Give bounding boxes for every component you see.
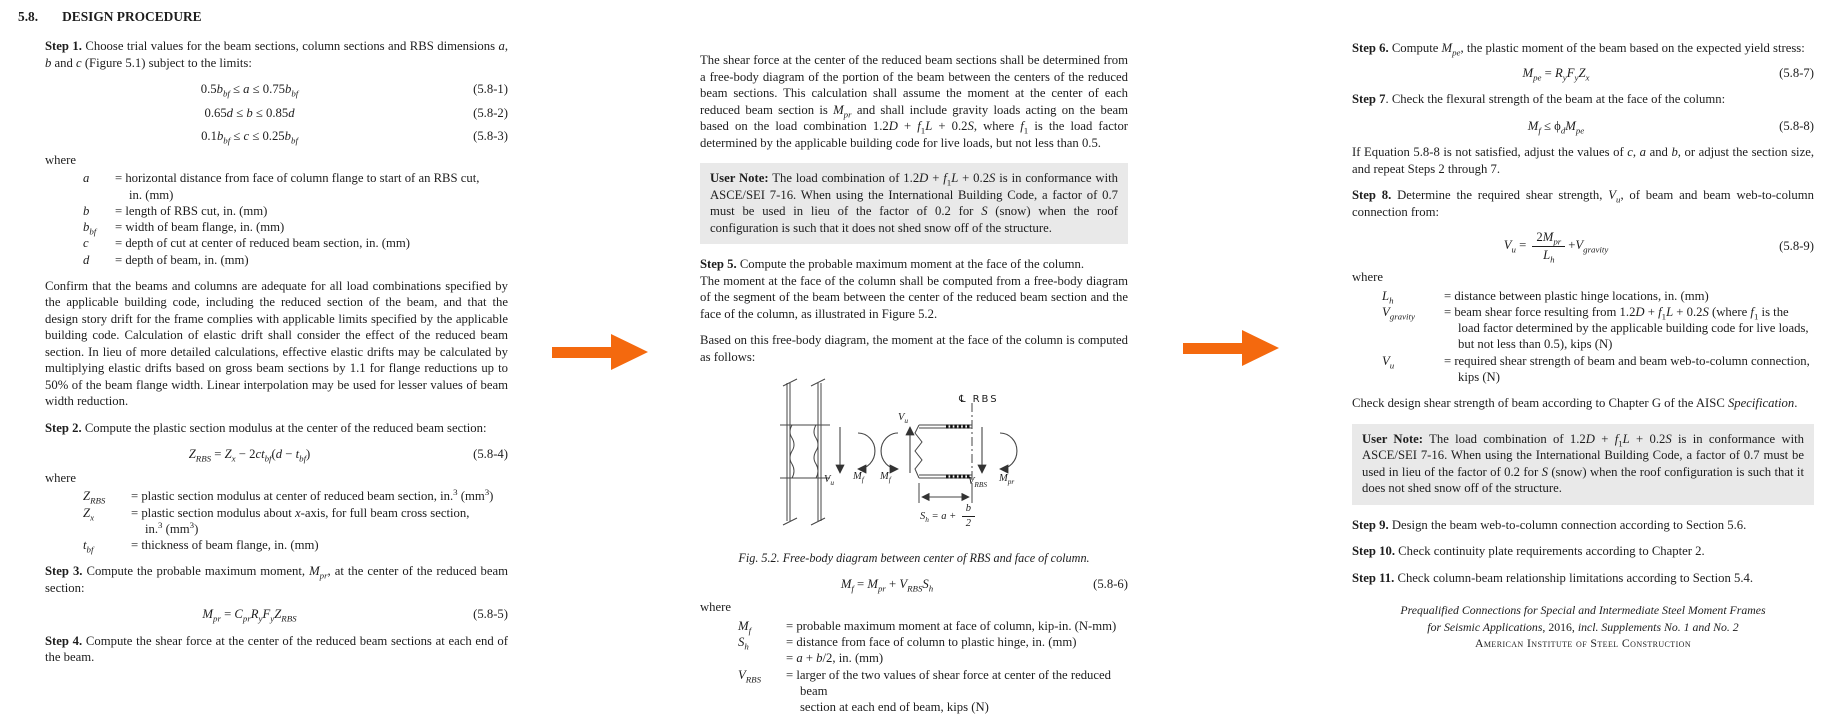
equation-5-8-1: [45, 81, 508, 98]
equation-5-8-4: [45, 446, 508, 463]
equation-body: $0.1b_{bf} \le c \le 0.25b_{bf}$: [201, 129, 298, 146]
symbol: $b_{bf}$: [83, 220, 97, 237]
definition: = beam shear force resulting from $1.2D + f_1L + 0.2S$ (where $f_1$ is the load factor determined by the applicable building code for live loads, but not less than 0.5), kips (N): [1444, 304, 1809, 352]
equation-number: (5.8-3): [473, 129, 508, 144]
symbol: c: [83, 236, 89, 251]
where-row: [45, 537, 508, 553]
equation-body: $M_f \le \phi_dM_{pe}$: [1527, 118, 1585, 136]
figure-label-dimension: [894, 503, 1004, 530]
free-body-intro-paragraph: Based on this free-body diagram, the moment at the face of the column is computed as follows:: [700, 333, 1128, 364]
equation-check-paragraph: If Equation 5.8-8 is not satisfied, adjust the values of c, a and b, or adjust the section size, and repeat Steps 2 through 7.: [1352, 145, 1815, 176]
where-row: [45, 219, 508, 235]
step-2-paragraph: Step 2. Compute the plastic section modulus at the center of the reduced beam section:: [45, 420, 487, 435]
symbol: $M_f$: [738, 618, 752, 636]
fraction-numerator: b: [962, 503, 975, 517]
definition: = depth of cut at center of reduced beam section, in. (mm): [115, 236, 410, 251]
arrow-shaft: [552, 347, 613, 358]
definition: = distance from face of column to plastic hinge, in. (mm) = a + b/2, in. (mm): [786, 635, 1077, 666]
page-column-middle: [700, 44, 1128, 715]
where-row: [45, 505, 508, 538]
where-label: where: [700, 600, 731, 615]
where-row: [45, 170, 508, 203]
definition: = thickness of beam flange, in. (mm): [131, 538, 319, 553]
source-citation: [1352, 602, 1814, 652]
arrow-shaft: [1183, 343, 1244, 354]
equation-number: (5.8-6): [1093, 576, 1128, 591]
where-row: [45, 252, 508, 268]
section-number: 5.8.: [18, 9, 39, 24]
shear-force-paragraph: The shear force at the center of the reduced beam sections shall be determined from a free-body diagram of the portion of the beam between the centers of the reduced beam sections. This calculation shall assume the moment at the center of each reduced beam section is $M_{pr}$ and shall include gravity loads acting on the beam based on the load combination $1.2D + f_1L + 0.2S$, where $f_1$ is the load factor determined by the applicable building code for live loads, but not less than 0.5.: [700, 53, 1129, 150]
symbol: $V_{gravity}$: [1382, 304, 1415, 322]
definition: = probable maximum moment at face of column, kip-in. (N-mm): [786, 618, 1117, 633]
arrow-head-icon: [611, 334, 648, 370]
definition: = depth of beam, in. (mm): [115, 252, 249, 267]
figure-label-mf-mid: $M_f$: [880, 471, 891, 485]
equation-body: [1352, 230, 1760, 265]
definition: = length of RBS cut, in. (mm): [115, 203, 268, 218]
equation-number: (5.8-5): [473, 607, 508, 622]
citation-publisher: American Institute of Steel Construction: [1475, 636, 1691, 651]
equation-number: (5.8-1): [473, 82, 508, 97]
where-row: [1352, 304, 1814, 353]
definition: = horizontal distance from face of column flange to start of an RBS cut, in. (mm): [115, 171, 480, 202]
symbol: $t_{bf}$: [83, 538, 94, 555]
column-drawing: [780, 379, 830, 525]
section-body: [18, 38, 508, 666]
force-and-moment-arrows: [840, 427, 1017, 473]
figure-5-2: [712, 375, 1142, 543]
symbol: $S_h$: [738, 635, 749, 652]
section-heading: [18, 8, 508, 25]
equation-5-8-8: [1352, 118, 1814, 135]
equation-number: (5.8-4): [473, 447, 508, 462]
step-3-paragraph: Step 3. Compute the probable maximum moment, $M_{pr}$, at the center of the reduced beam section:: [45, 564, 509, 595]
step-7-paragraph: Step 7. Check the flexural strength of the beam at the face of the column:: [1352, 92, 1726, 106]
user-note-box: User Note: The load combination of $1.2D + f_1L + 0.2S$ is in conformance with ASCE/SEI 7-16. When using the International Building Code, a factor of 0.7 must be used in lieu of the factor of 0.2 for S (snow) when the roof configuration is such that it does not shed snow off of the structure.: [1352, 424, 1814, 505]
step-6-paragraph: Step 6. Compute $M_{pe}$, the plastic moment of the beam based on the expected yield stress:: [1352, 41, 1805, 58]
flow-arrow-1: [552, 334, 648, 371]
where-row: [1352, 288, 1814, 304]
page-column-right: [1352, 32, 1814, 652]
figure-label-vrbs: $V_{RBS}$: [968, 476, 988, 490]
figure-caption: Fig. 5.2. Free-body diagram between center of RBS and face of column.: [738, 551, 1090, 565]
figure-label-vu-mid: $V_u$: [898, 412, 909, 426]
where-row: [45, 203, 508, 219]
equation-5-8-9: [1352, 230, 1814, 265]
where-row: [700, 634, 1128, 667]
equation-5-8-5: [45, 606, 508, 623]
equation-body: $M_{pr} = C_{pr}R_yF_yZ_{RBS}$: [202, 607, 297, 624]
dimension-line: [919, 483, 972, 503]
step-8-paragraph: Step 8. Determine the required shear strength, $V_u$, of beam and beam web-to-column connection from:: [1352, 188, 1814, 219]
equation-body: $M_f = M_{pr} + V_{RBS}S_h$: [840, 576, 934, 594]
symbol: a: [83, 171, 90, 186]
definition: = distance between plastic hinge locations, in. (mm): [1444, 288, 1709, 303]
equation-body: $0.5b_{bf} \le a \le 0.75b_{bf}$: [200, 82, 299, 99]
figure-label-vu-left: $V_u$: [824, 474, 835, 488]
symbol: b: [83, 203, 90, 218]
symbol: $Z_x$: [83, 505, 95, 523]
equation-5-8-7: [1352, 65, 1814, 82]
section-title: DESIGN PROCEDURE: [62, 9, 202, 24]
step-1-paragraph: Step 1. Choose trial values for the beam sections, column sections and RBS dimensions a, b and c (Figure 5.1) subject to the limits:: [45, 39, 508, 70]
figure-label-mpr: $M_{pr}$: [999, 473, 1015, 487]
symbol: $L_h$: [1382, 288, 1394, 306]
definition: = required shear strength of beam and beam web-to-column connection, kips (N): [1444, 353, 1810, 384]
equation-5-8-3: [45, 128, 508, 145]
arrow-head-icon: [1242, 330, 1279, 366]
figure-label-centerline-rbs: ℄ RBS: [959, 394, 999, 405]
equation-fraction: [1532, 230, 1565, 265]
definition: = larger of the two values of shear force at center of the reduced beam section at each end of beam, kips (N): [786, 667, 1112, 715]
citation-subtitle-line: for Seismic Applications, 2016, incl. Supplements No. 1 and No. 2: [1427, 619, 1739, 634]
where-row: [700, 618, 1128, 634]
dimension-text: $S_h = a$ +: [919, 510, 959, 525]
where-label: where: [1352, 270, 1383, 285]
equation-rhs: $+V_{gravity}$: [1568, 238, 1609, 255]
flow-arrow-2: [1183, 330, 1279, 367]
equation-number: (5.8-7): [1779, 65, 1814, 80]
equation-body: 0.65d ≤ b ≤ 0.85d: [204, 105, 295, 120]
fraction-numerator: $2M_{pr}$: [1532, 230, 1565, 247]
where-label: where: [45, 152, 76, 167]
definition: = plastic section modulus about x-axis, for full beam cross section, in.$^3$ $(mm^3)$: [131, 505, 470, 536]
symbol: $Z_{RBS}$: [83, 489, 106, 506]
equation-5-8-2: [45, 105, 508, 122]
equation-body: $Z_{RBS} = Z_x - 2ct_{bf}(d - t_{bf})$: [188, 447, 311, 464]
shear-strength-check-paragraph: Check design shear strength of beam according to Chapter G of the AISC Specification.: [1352, 396, 1798, 411]
where-label: where: [45, 470, 76, 485]
definition: = width of beam flange, in. (mm): [115, 220, 285, 235]
equation-number: (5.8-8): [1779, 118, 1814, 133]
where-row: [1352, 353, 1814, 386]
dimension-fraction: [962, 503, 975, 530]
step-11-paragraph: Step 11. Check column-beam relationship limitations according to Section 5.4.: [1352, 570, 1754, 585]
where-row: [45, 488, 508, 504]
step-5-paragraph: Step 5. Compute the probable maximum moment at the face of the column. The moment at the face of the column shall be computed from a free-body diagram of the segment of the beam between the center of the reduced beam section and the face of the column, as illustrated in Figure 5.2.: [700, 257, 1128, 321]
equation-number: (5.8-2): [473, 105, 508, 120]
fraction-denominator: $L_h$: [1543, 247, 1555, 265]
citation-title-line: Prequalified Connections for Special and Intermediate Steel Moment Frames: [1400, 603, 1766, 618]
where-row: [700, 667, 1128, 715]
user-note-box: User Note: The load combination of $1.2D + f_1L + 0.2S$ is in conformance with ASCE/SEI 7-16. When using the International Building Code, a factor of 0.7 must be used in lieu of the factor of 0.2 for S (snow) when the roof configuration is such that it does not shed snow off of the structure.: [700, 163, 1128, 244]
equation-body: $M_{pe} = R_yF_yZ_x$: [1522, 65, 1590, 83]
step-4-paragraph: Step 4. Compute the shear force at the center of the reduced beam sections at each end of the beam.: [45, 633, 508, 665]
confirm-paragraph: Confirm that the beams and columns are adequate for all load combinations specified by the applicable building code, including the reduced section of the beam, and that the design story drift for the frame complies with applicable limits specified by the applicable building code. Calculation of elastic drift shall consider the effect of the reduced beam section. In lieu of more detailed calculations, effective elastic drifts may be calculated by multiplying elastic drifts based on gross beam sections by 1.1 for flange reductions up to 50% of the beam flange width. Linear interpolation may be used for lesser values of beam width reduction.: [45, 278, 508, 409]
symbol: d: [83, 252, 90, 267]
symbol: $V_{RBS}$: [738, 667, 762, 685]
where-row: [45, 235, 508, 251]
step-10-paragraph: Step 10. Check continuity plate requirements according to Chapter 2.: [1352, 544, 1705, 559]
beam-drawing: [915, 403, 972, 497]
equation-number: (5.8-9): [1779, 238, 1814, 253]
page-column-left: [18, 8, 508, 676]
fraction-denominator: 2: [965, 518, 972, 530]
symbol: $V_u$: [1382, 353, 1395, 371]
equation-5-8-6: [700, 576, 1128, 593]
definition: = plastic section modulus at center of reduced beam section, in.$^3$ $(mm^3)$: [131, 487, 494, 504]
step-9-paragraph: Step 9. Design the beam web-to-column connection according to Section 5.6.: [1352, 517, 1747, 532]
equation-lhs: $V_u$ =: [1503, 238, 1530, 255]
figure-label-mf-left: $M_f$: [853, 471, 864, 485]
